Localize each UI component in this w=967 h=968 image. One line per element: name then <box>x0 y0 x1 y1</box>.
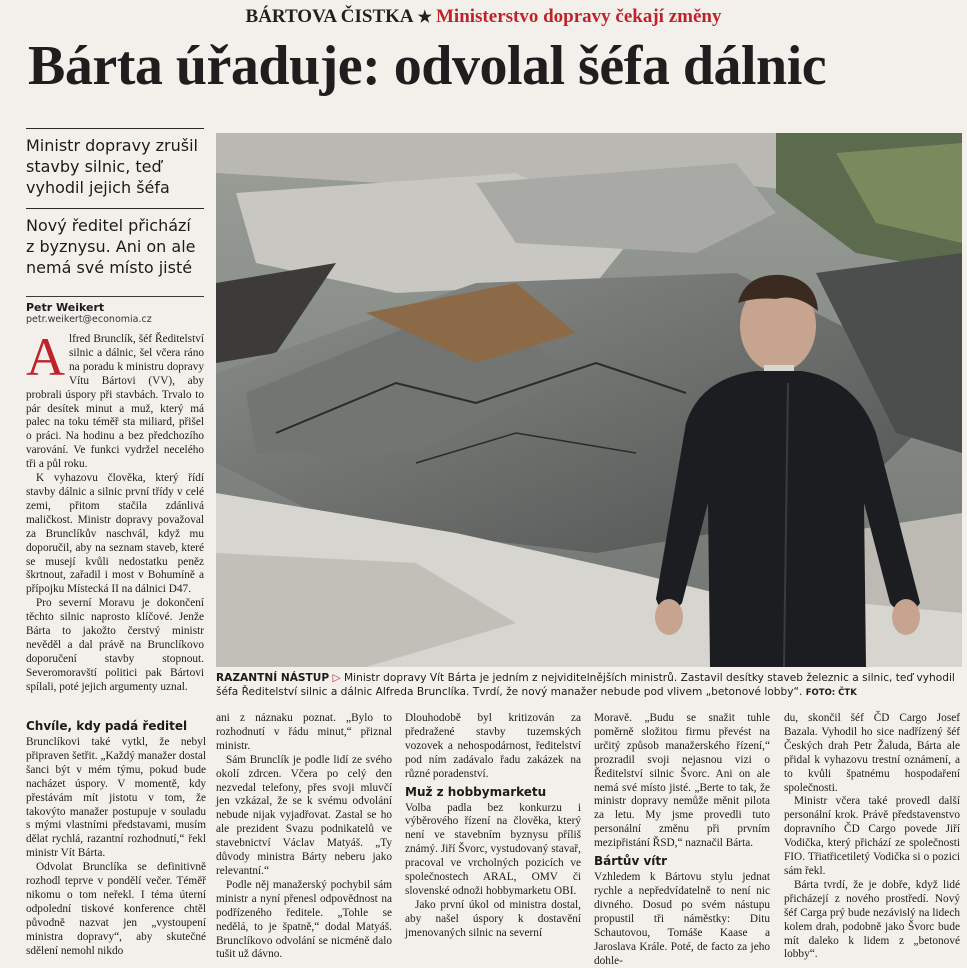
lead-paragraph: Alfred Brunclík, šéf Ředitelství silnic a dálnic, šel včera ráno na poradu k ministru dopravy Vítu Bártovi (VV), aby probrali úspory při stavbách. Trvalo to pár desítek minut a muž, který má palec na toku téměř sta miliard, přišel o práci. Na hodinu a bez předchozího varování. Ve funkci vydržel necelého tři a půl roku. <box>26 327 204 471</box>
section-heading: Chvíle, kdy padá ředitel <box>26 719 188 733</box>
paragraph: du, skončil šéf ČD Cargo Josef Bazala. Vyhodil ho sice nadřízený šéf Českých drah Petr Žaluda, Bárta ale přidal k vyhazovu trestní oznámení, a to kvůli špatnému hospodaření společnosti. <box>784 712 960 794</box>
subhead-2: Nový ředitel přichází z byznysu. Ani on ale nemá své místo jisté <box>26 208 204 278</box>
column-4 <box>594 712 770 968</box>
dropcap: A <box>26 327 65 387</box>
caption-text: Ministr dopravy Vít Bárta je jedním z nejviditelnějších ministrů. Zastavil desítky staveb železnic a silnic, teď vyhodil šéfa Ředitelství silnic a dálnic Alfreda Brunclíka. Tvrdí, že nový manažer nebude pod vlivem „betonové lobby“. <box>216 672 955 698</box>
column-3 <box>405 712 581 941</box>
section-heading: Bártův vítr <box>594 854 668 869</box>
headline: Bárta úřaduje: odvolal šéfa dálnic <box>28 35 827 97</box>
paragraph: Dlouhodobě byl kritizován za předražené stavby tuzemských vozovek a nehospodárnost, ředitelství pod ním zadávalo řadu zakázek na různé poradenství. <box>405 712 581 780</box>
main-photo <box>216 133 962 667</box>
column-2 <box>216 712 392 962</box>
paragraph: Odvolat Brunclíka se definitivně rozhodl teprve v pondělí večer. Téměř nikomu o tom neřekl. I téma úterní odpolední tiskové konference chtěl původně nazvat jen „vystoupení ministra dopravy“, aby skutečné sdělení nemohl nikdo <box>26 861 206 957</box>
paragraph: Sám Brunclík je podle lidí ze svého okolí zdrcen. Včera po celý den nezvedal telefony, přes svoji mluvčí jen vzkázal, že se k svému odvolání nebude nijak vyjadřovat. Zastal se ho ale prezident Svazu podnikatelů ve stavebnictví Václav Matyáš. „Ty důvody ministra Bárty neberu jako relevantní.“ <box>216 753 392 877</box>
paragraph: Ministr včera také provedl další personální krok. Právě představenstvo dopravního ČD Cargo povede Jiří Vodička, který přichází ze společnosti FIO. Třiatřicetiletý Vodička si o pozici sám řekl. <box>784 795 960 877</box>
author-block <box>26 296 204 325</box>
lead-paragraph: Pro severní Moravu je dokončení těchto silnic naprosto klíčové. Jenže Bárta to jakožto čerstvý ministr nevěděl a dal právě na Brunclíkovo doporučení stavby stopnout. Severomoravští politici pak Bártovi spílali, poté jejich argumenty uznal. <box>26 597 204 693</box>
author-email[interactable]: petr.weikert@economia.cz <box>26 314 152 325</box>
paragraph: Moravě. „Budu se snažit tuhle poměrně složitou firmu převést na určitý způsob manažerského řízení,“ prozradil svoji nejasnou vizi o Ředitelství silnic Švorc. Ani on ale nemá své místo jisté. „Berte to tak, že ministr dopravy nemůže měnit pilota za letu. My jsme provedli tuto personální změnu při prvním mezipřistání ŘSD,“ naznačil Bárta. <box>594 712 770 850</box>
paragraph: Jako první úkol od ministra dostal, aby našel úspory k dostavění jmenovaných silnic na severní <box>405 898 581 939</box>
paragraph: ani z náznaku poznat. „Bylo to rozhodnutí v řádu minut,“ přiznal ministr. <box>216 712 392 752</box>
photo-credit: FOTO: ČTK <box>805 688 857 698</box>
triangle-icon: ▷ <box>332 672 341 684</box>
caption-label: RAZANTNÍ NÁSTUP <box>216 672 330 684</box>
paragraph: Podle něj manažerský pochybil sám ministr a nyní přenesl odpovědnost na podřízeného ředitele. „Tohle se nedělá, to je špatně,“ dodal Matyáš. Brunclíkovo odvolání se nicméně dalo tušit už dávno. <box>216 878 392 961</box>
sidebar <box>26 128 204 325</box>
column-5 <box>784 712 960 962</box>
kicker-left: BÁRTOVA ČISTKA <box>245 6 414 27</box>
kicker <box>0 6 967 28</box>
subhead-1: Ministr dopravy zrušil stavby silnic, teď vyhodil jejich šéfa <box>26 128 204 198</box>
paragraph: Bárta tvrdí, že je dobře, když lidé přicházejí z nového prostředí. Nový šéf Carga prý bude nezávislý na lidech kolem drah, podobně jako Švorc bude mít daleko k lidem z „betonové lobby“. <box>784 878 960 961</box>
lead-column <box>26 327 204 695</box>
lead-paragraph: K vyhazovu člověka, který řídí stavby dálnic a silnic první třídy v celé zemi, přitom stačila zdánlivá maličkost. Ministr dopravy považoval za Brunclíkův naschvál, když mu doporučil, aby na seznam staveb, které se musejí kvůli nedostatku peněz škrtnout, zařadil i most v Bohumíně a přípojku Místecká II na dálnici D47. <box>26 472 204 596</box>
paragraph: Vzhledem k Bártovu stylu jednat rychle a nepředvídatelně to není nic divného. Dosud po svém nástupu propustil tři náměstky: Ditu Schautovou, Tomáše Kaase a Jaroslava Krále. Poté, de facto za jeho dohle- <box>594 871 770 967</box>
paragraph: Volba padla bez konkurzu i výběrového řízení na člověka, který není ve stavebním byznysu příliš známý. Jiří Švorc, vystudovaný stavař, pracoval ve vrcholných pozicích ve společnostech ARAL, OMV či slovenské odnoži hobbymarketu OBI. <box>405 801 581 897</box>
photo-illustration <box>216 133 962 667</box>
author-name: Petr Weikert <box>26 301 105 314</box>
star-icon: ★ <box>417 9 432 26</box>
paragraph: Brunclíkovi také vytkl, že nebyl připraven šetřit. „Každý manažer dostal šanci být v mém týmu, pokud bude nacházet úspory. V momentě, kdy přestávám mít jistotu v tom, že takovýto manažer postupuje v souladu s mými vlastními představami, musím dělat rychlá, razantní rozhodnutí,“ řekl ministr Vít Bárta. <box>26 736 206 860</box>
column-1 <box>26 716 206 959</box>
kicker-right: Ministerstvo dopravy čekají změny <box>435 6 722 27</box>
section-heading: Muž z hobbymarketu <box>405 784 547 799</box>
photo-caption <box>216 671 962 700</box>
